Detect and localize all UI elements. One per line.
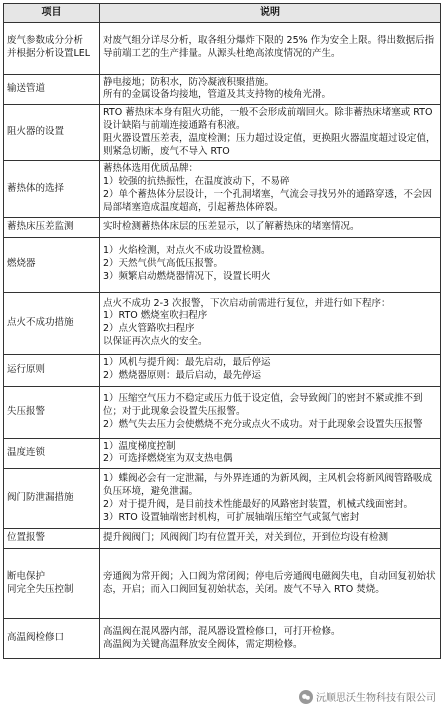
row-item-cell — [4, 354, 100, 386]
header-description: 说明 — [100, 4, 441, 23]
table-row — [4, 74, 441, 105]
row-description-cell — [100, 619, 441, 659]
description-line: 2）可选择燃烧室为双支热电偶 — [103, 453, 233, 465]
description-line: 实时检测蓄热体床层的压差显示，以了解蓄热床的堵塞情况。 — [103, 220, 360, 232]
table-row — [4, 22, 441, 74]
description-line: 点火不成功 2-3 次报警，下次启动前需进行复位，并进行如下程序： — [103, 297, 391, 309]
item-label: 高温阀检修口 — [7, 632, 65, 644]
item-label: 断电保护 — [7, 570, 46, 582]
item-label: 同完全失压控制 — [7, 583, 74, 595]
description-line: 提升阀阀门；风阀阀门均有位置开关，对关到位，开到位均设有检测 — [103, 532, 389, 544]
row-description-cell — [100, 74, 441, 105]
description-line: 对废气组分详尽分析，取各组分爆炸下限的 25% 作为安全上限。得出数据后指导前端工艺的生产排量。从源头杜绝高浓度情况的产生。 — [103, 35, 435, 59]
row-description-cell — [100, 237, 441, 292]
description-line: 1）RTO 燃烧室吹扫程序 — [103, 310, 208, 322]
wechat-icon — [299, 690, 313, 704]
row-item-cell — [4, 105, 100, 161]
row-description-cell — [100, 354, 441, 386]
table-row — [4, 549, 441, 619]
description-line: 1）温度梯度控制 — [103, 440, 176, 452]
table-row — [4, 469, 441, 529]
description-line: 2）单个蓄热体分层设计，一个孔洞堵塞，气流会寻找另外的通路穿透，不会因局部堵塞造成温度超高，引起蓄热体碎裂。 — [103, 189, 433, 213]
row-description-cell — [100, 292, 441, 354]
description-line: 3）RTO 设置轴端密封机构，可扩展轴端压缩空气或氮气密封 — [103, 511, 360, 523]
row-item-cell — [4, 529, 100, 549]
table-row — [4, 292, 441, 354]
description-line: 2）点火管路吹扫程序 — [103, 323, 195, 335]
table-header-row — [4, 4, 441, 23]
row-item-cell — [4, 237, 100, 292]
row-item-cell — [4, 386, 100, 438]
table-row — [4, 217, 441, 237]
item-label: 输送管道 — [7, 82, 46, 94]
row-description-cell — [100, 161, 441, 217]
item-label: 失压报警 — [7, 405, 46, 417]
description-line: 3）频繁启动燃烧器情况下，设置长明火 — [103, 271, 271, 283]
row-description-cell — [100, 217, 441, 237]
row-item-cell — [4, 619, 100, 659]
description-line: 静电接地；防积水，防冷凝液积聚措施。 — [103, 76, 275, 88]
item-label: 并根据分析设置LEL — [7, 48, 91, 59]
row-description-cell — [100, 469, 441, 529]
table-row — [4, 529, 441, 549]
description-line: 阻火器设置压差表，温度检测；压力超过设定值，更换阻火器温度超过设定值，则紧急切断，废气不导入 RTO — [103, 132, 436, 157]
description-line: 2）天然气供气高低压报警。 — [103, 258, 224, 270]
description-line: 1）蝶阀必会有一定泄漏，与外界连通的为新风阀，主风机会将新风阀管路吸成负压环境，避免泄漏。 — [103, 473, 433, 497]
item-label: 阻火器的设置 — [7, 126, 65, 138]
table-row — [4, 105, 441, 161]
description-line: 蓄热体选用优质品牌： — [103, 163, 199, 175]
item-label: 蓄热体的选择 — [7, 182, 65, 194]
description-line: 以保证再次点火的安全。 — [103, 335, 208, 347]
table-row — [4, 619, 441, 659]
table-row — [4, 438, 441, 469]
row-item-cell — [4, 292, 100, 354]
row-description-cell — [100, 105, 441, 161]
item-label: 蓄热床压差监测 — [7, 220, 74, 232]
specification-table — [3, 3, 441, 659]
item-label: 废气参数成分分析 — [7, 35, 84, 47]
row-item-cell — [4, 469, 100, 529]
description-line: 旁通阀为常开阀；入口阀为常闭阀；停电后旁通阀电磁阀失电，自动回复初始状态，开启；而入口阀回复初始状态，关闭。废气不导入 RTO 焚烧。 — [103, 570, 436, 595]
row-description-cell — [100, 386, 441, 438]
description-line: 2）燃气失去压力会使燃烧不充分或点火不成功。对于此现象会设置失压报警 — [103, 418, 423, 430]
row-description-cell — [100, 438, 441, 469]
description-line: 1）风机与提升阀：最先启动，最后停运 — [103, 357, 271, 369]
description-line: 高温阀为关键高温释放安全阀体，需定期检修。 — [103, 638, 303, 650]
watermark-text: 沅顺思沃生物科技有限公司 — [316, 689, 436, 704]
table-row — [4, 386, 441, 438]
row-description-cell — [100, 529, 441, 549]
table-row — [4, 354, 441, 386]
row-item-cell — [4, 22, 100, 74]
table-row — [4, 237, 441, 292]
description-line: 1）较强的抗热振性，在温度波动下，不易碎 — [103, 176, 290, 188]
row-item-cell — [4, 549, 100, 619]
item-label: 位置报警 — [7, 532, 46, 544]
description-line: 高温阀在混风器内部，混风器设置检修口，可打开检修。 — [103, 625, 341, 637]
header-item: 项目 — [4, 4, 100, 23]
description-line: RTO 蓄热床本身有阻火功能，一般不会形成前端回火。除非蓄热床堵塞或 RTO 设计缺陷与前端连接通路有积液。 — [103, 107, 433, 131]
description-line: 所有的金属设备均接地，管道及其支持物的棱角光滑。 — [103, 89, 332, 101]
row-item-cell — [4, 438, 100, 469]
row-item-cell — [4, 217, 100, 237]
item-label: 点火不成功措施 — [7, 316, 74, 328]
row-description-cell — [100, 549, 441, 619]
item-label: 阀门防泄漏措施 — [7, 492, 74, 504]
description-line: 1）压缩空气压力不稳定或压力低于设定值，会导致阀门的密封不紧或推不到位；对于此现象会设置失压报警。 — [103, 392, 423, 417]
description-line: 2）燃烧器原则：最后启动，最先停运 — [103, 370, 262, 382]
table-row — [4, 161, 441, 217]
watermark — [299, 689, 436, 704]
description-line: 2）对于提升阀，是目前技术性能最好的风路密封装置，机械式线面密封。 — [103, 498, 414, 510]
item-label: 燃烧器 — [7, 258, 36, 270]
row-item-cell — [4, 74, 100, 105]
description-line: 1）火焰检测，对点火不成功设置检测。 — [103, 245, 271, 257]
item-label: 运行原则 — [7, 363, 46, 375]
row-description-cell — [100, 22, 441, 74]
row-item-cell — [4, 161, 100, 217]
item-label: 温度连锁 — [7, 447, 46, 459]
